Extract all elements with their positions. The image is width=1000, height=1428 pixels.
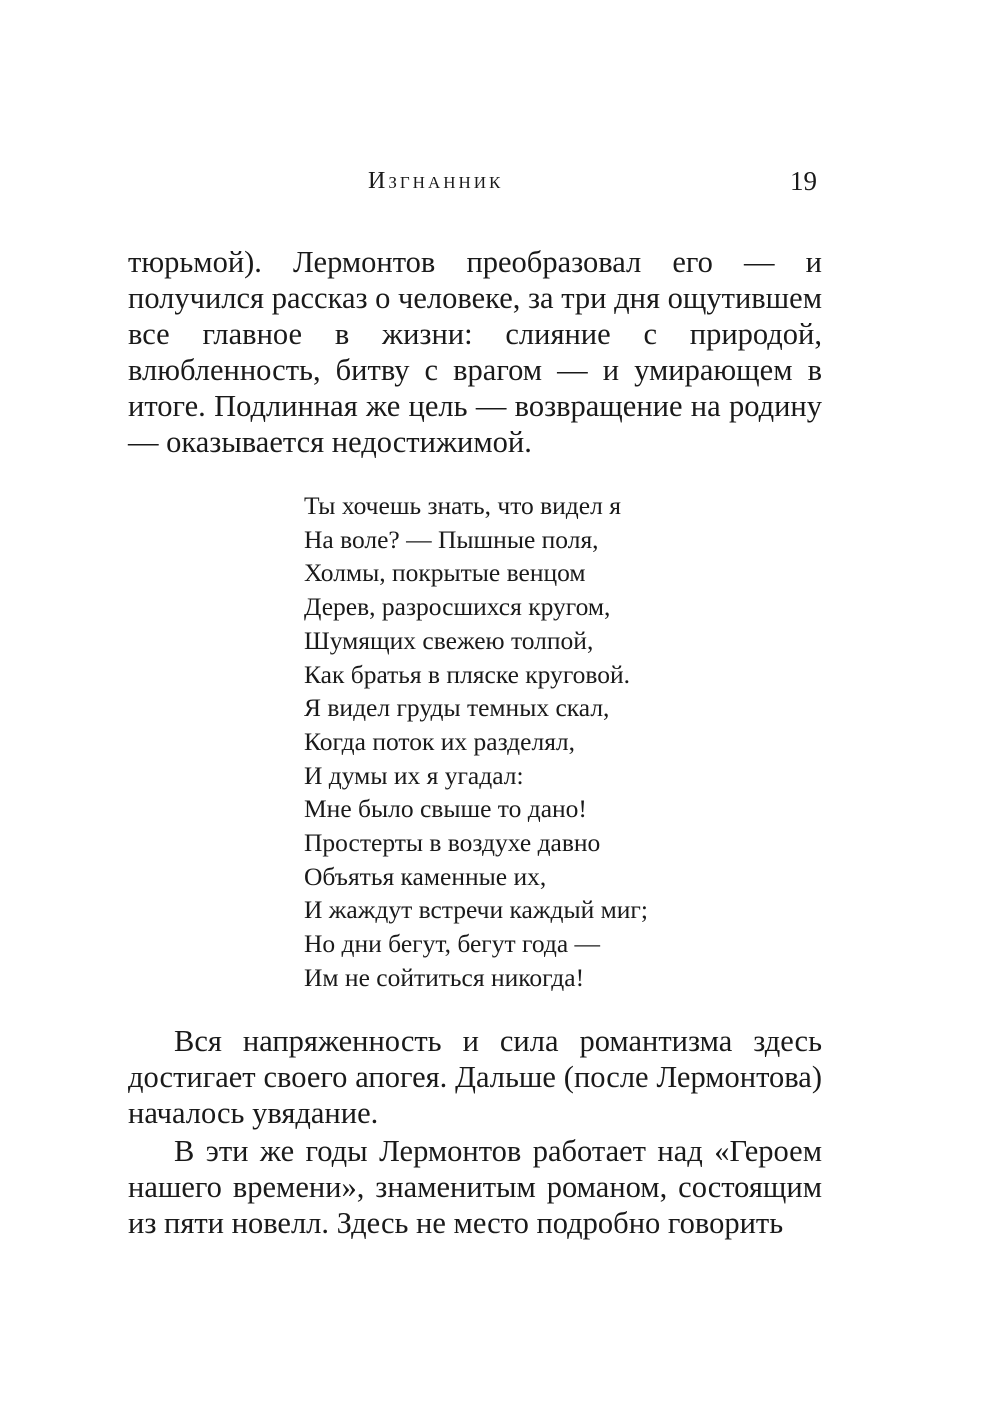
poem-line: И думы их я угадал: (304, 760, 524, 790)
running-title: Изгнанник (368, 168, 504, 194)
paragraph-3: В эти же годы Лермонтов работает над «Героем нашего времени», знаменитым романом, состоящим из пяти новелл. Здесь не место подробно говорить (128, 1134, 822, 1240)
poem-line: Шумящих свежею толпой, (304, 625, 594, 655)
poem-excerpt (304, 489, 648, 995)
poem-line: Дерев, разросшихся кругом, (304, 592, 611, 622)
paragraph-1: тюрьмой). Лермонтов преобразовал его — и получился рассказ о человеке, за три дня ощутившем все главное в жизни: слияние с природой, влюбленность, битву с врагом — и умирающем в итоге. Подлинная же цель — возвращение на родину — оказывается недостижимой. (128, 245, 822, 459)
poem-line: Когда поток их разделял, (304, 726, 576, 756)
poem-line: Им не сойтиться никогда! (304, 962, 585, 992)
page-number: 19 (790, 166, 817, 196)
poem-line: И жаждут встречи каждый миг; (304, 895, 648, 925)
poem-line: Я видел груды темных скал, (304, 693, 610, 723)
poem-line: Простерты в воздухе давно (304, 828, 601, 858)
poem-line: Но дни бегут, бегут года — (304, 929, 601, 959)
poem-line: Как братья в пляске круговой. (304, 659, 631, 689)
paragraph-2: Вся напряженность и сила романтизма здесь достигает своего апогея. Дальше (после Лермонтова) началось увядание. (128, 1024, 822, 1130)
poem-line: На воле? — Пышные поля, (304, 524, 599, 554)
poem-line: Объятья каменные их, (304, 861, 547, 891)
poem-line: Холмы, покрытые венцом (304, 558, 586, 588)
poem-line: Ты хочешь знать, что видел я (304, 491, 621, 520)
poem-line: Мне было свыше то дано! (304, 794, 587, 824)
running-header (0, 168, 1000, 208)
